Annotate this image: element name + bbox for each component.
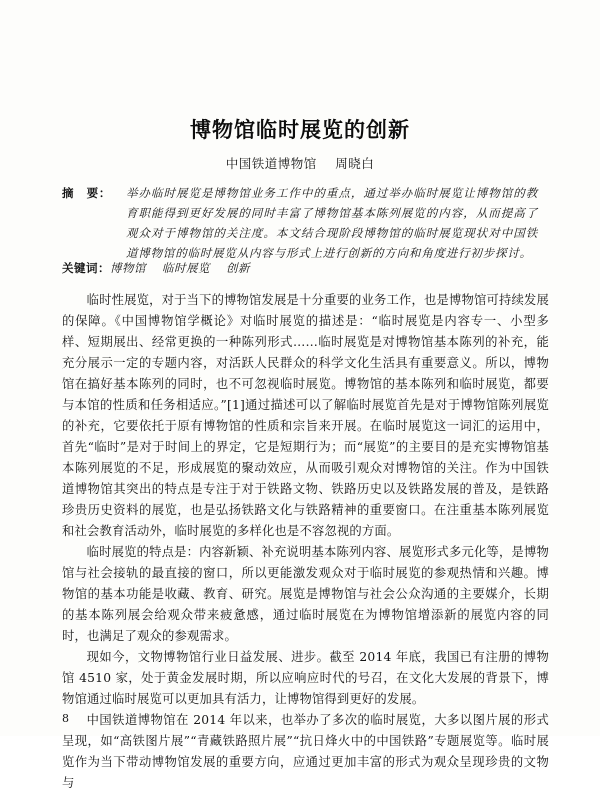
body-paragraph: 现如今，文物博物馆行业日益发展、进步。截至 2014 年底，我国已有注册的博物馆 4510 家，处于黄金发展时期，所以应响应时代的号召，在文化大发展的背景下，博物馆通过临时展览可以更加具有活力，让博物馆得到更好的发展。 bbox=[62, 650, 549, 706]
abstract-label: 摘 要： bbox=[62, 186, 112, 200]
article-title: 博物馆临时展览的创新 bbox=[190, 117, 410, 142]
keyword-item: 博物馆 bbox=[110, 261, 146, 275]
keywords-label: 关键词： bbox=[62, 261, 110, 275]
article-body bbox=[62, 290, 549, 794]
body-paragraph: 中国铁道博物馆在 2014 年以来，也举办了多次的临时展览，大多以图片展的形式呈现，如“高铁图片展”“青藏铁路照片展”“抗日烽火中的中国铁路”专题展览等。临时展览作为当下带动博物馆发展的重要方向，应通过更加丰富的形式为观众呈现珍贵的文物与 bbox=[62, 713, 549, 790]
keyword-item: 临时展览 bbox=[162, 261, 210, 275]
body-paragraph: 临时性展览，对于当下的博物馆发展是十分重要的业务工作，也是博物馆可持续发展的保障。《中国博物馆学概论》对临时展览的描述是：“临时展览是内容专一、小型多样、短期展出、经常更换的一种陈列形式……临时展览是对博物馆基本陈列的补充，能充分展示一定的专题内容，对活跃人民群众的科学文化生活具有重要意义。所以，博物馆在搞好基本陈列的同时，也不可忽视临时展览。博物馆的基本陈列和临时展览，都要与本馆的性质和任务相适应。”[1]通过描述可以了解临时展览首先是对于博物馆陈列展览的补充，它要依托于原有博物馆的性质和宗旨来开展。在临时展览这一词汇的运用中，首先“临时”是对于时间上的界定，它是短期行为；而“展览”的主要目的是充实博物馆基本陈列展览的不足，形成展览的聚动效应，从而吸引观众对博物馆的关注。作为中国铁道博物馆其突出的特点是专注于对于铁路文物、铁路历史以及铁路发展的普及，是铁路珍贵历史资料的展览，也是弘扬铁路文化与铁路精神的重要窗口。在注重基本陈列展览和社会教育活动外，临时展览的多样化也是不容忽视的方面。 bbox=[62, 293, 549, 538]
author-line bbox=[0, 154, 600, 172]
body-paragraph: 临时展览的特点是：内容新颖、补充说明基本陈列内容、展览形式多元化等，是博物馆与社会接轨的最直接的窗口，所以更能激发观众对于临时展览的参观热情和兴趣。博物馆的基本功能是收藏、教育、研究。展览是博物馆与社会公众沟通的主要媒介，长期的基本陈列展会给观众带来疲惫感，通过临时展览在为博物馆增添新的展览内容的同时，也满足了观众的参观需求。 bbox=[62, 545, 549, 643]
abstract-text: 举办临时展览是博物馆业务工作中的重点，通过举办临时展览让博物馆的教育职能得到更好发展的同时丰富了博物馆基本陈列展览的内容，从而提高了观众对于博物馆的关注度。本文结合现阶段博物馆的临时展览现状对中国铁道博物馆的临时展览从内容与形式上进行创新的方向和角度进行初步探讨。 bbox=[126, 186, 538, 260]
keyword-item: 创新 bbox=[226, 261, 250, 275]
author-organization: 中国铁道博物馆 bbox=[225, 156, 317, 171]
abstract-block bbox=[62, 183, 538, 263]
keywords-line bbox=[62, 260, 266, 276]
author-name: 周晓白 bbox=[335, 156, 375, 171]
page-number: 8 bbox=[62, 712, 69, 725]
